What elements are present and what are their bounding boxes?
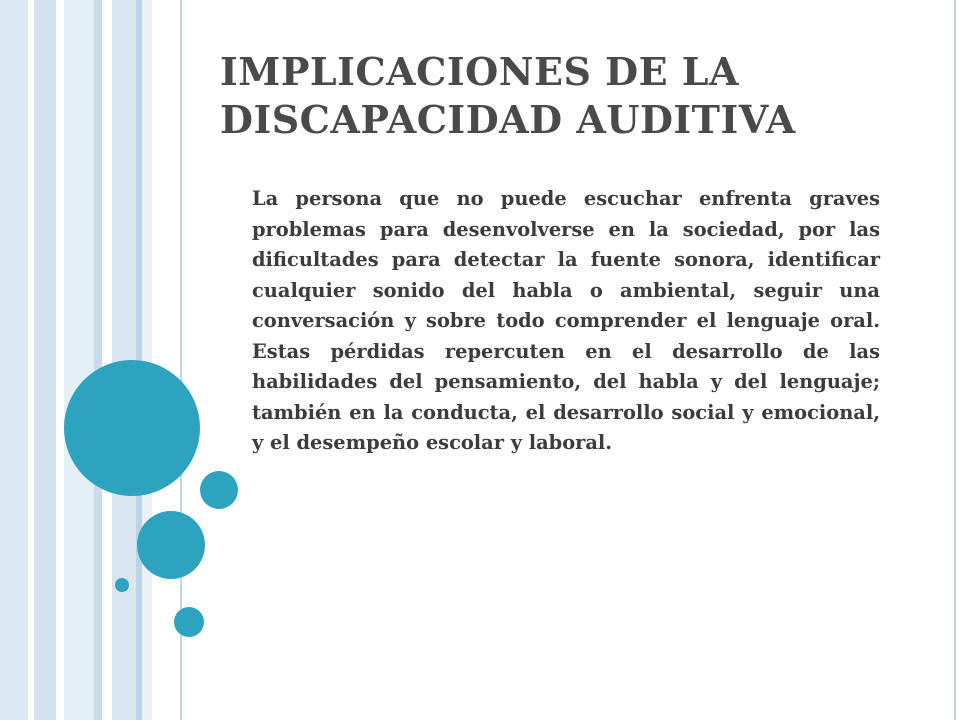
decorative-circle-large bbox=[64, 360, 200, 496]
decorative-circle-medium bbox=[137, 511, 205, 579]
slide-body-text: La persona que no puede escuchar enfrenta graves problemas para desenvolverse en la sociedad, por las dificultades para detectar la fuente sonora, identificar cualquier sonido del habla o ambiental, seguir una conversación y sobre todo comprender el lenguaje oral. Estas pérdidas repercuten en el desarrollo de las habilidades del pensamiento, del habla y del lenguaje; también en la conducta, el desarrollo social y emocional, y el desempeño escolar y laboral. bbox=[252, 187, 880, 454]
decorative-circle-lower bbox=[174, 607, 204, 637]
title-line-1: IMPLICACIONES DE LA bbox=[220, 49, 739, 94]
decorative-stripe bbox=[34, 0, 56, 720]
decorative-circle-small bbox=[200, 471, 238, 509]
slide-title bbox=[220, 48, 920, 144]
decorative-stripe bbox=[94, 0, 102, 720]
decorative-stripe bbox=[0, 0, 28, 720]
divider-line-right bbox=[954, 0, 956, 720]
title-line-2: DISCAPACIDAD AUDITIVA bbox=[220, 97, 796, 142]
decorative-circle-tiny bbox=[115, 578, 129, 592]
decorative-stripe bbox=[64, 0, 94, 720]
decorative-stripe bbox=[102, 0, 112, 720]
decorative-stripe bbox=[56, 0, 64, 720]
